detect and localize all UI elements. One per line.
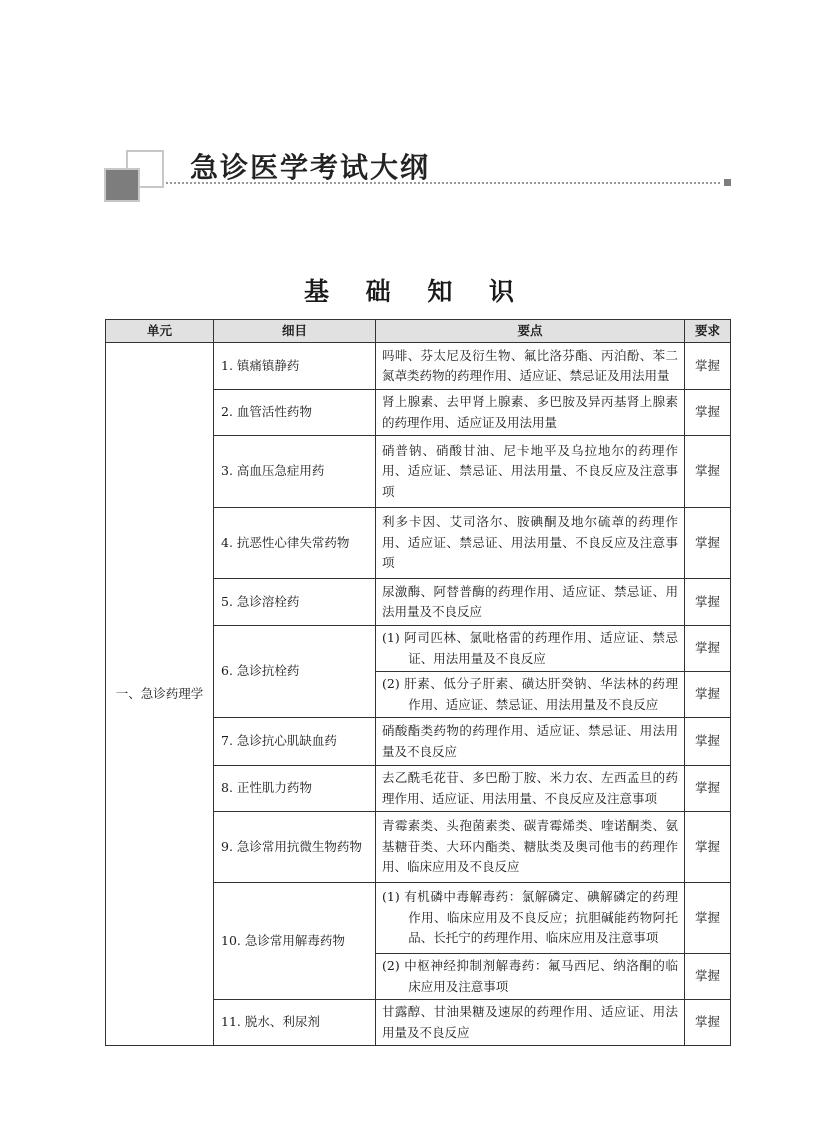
point-cell — [376, 626, 685, 672]
requirement-cell: 掌握 — [685, 508, 731, 579]
point-cell: 甘露醇、甘油果糖及速尿的药理作用、适应证、用法用量及不良反应 — [376, 1000, 685, 1046]
requirement-cell: 掌握 — [685, 1000, 731, 1046]
point-cell — [376, 883, 685, 954]
requirement-cell: 掌握 — [685, 343, 731, 390]
item-cell: 1. 镇痛镇静药 — [214, 343, 376, 390]
item-cell: 6. 急诊抗栓药 — [214, 626, 376, 718]
point-cell — [376, 672, 685, 718]
requirement-cell: 掌握 — [685, 766, 731, 812]
point-subitem: (2) 中枢神经抑制剂解毒药：氟马西尼、纳洛酮的临床应用及注意事项 — [382, 958, 678, 994]
item-cell: 8. 正性肌力药物 — [214, 766, 376, 812]
table-row — [106, 343, 731, 390]
requirement-cell: 掌握 — [685, 436, 731, 508]
document-title: 急诊医学考试大纲 — [190, 151, 431, 184]
point-cell — [376, 954, 685, 1000]
item-cell: 9. 急诊常用抗微生物药物 — [214, 812, 376, 883]
item-cell: 11. 脱水、利尿剂 — [214, 1000, 376, 1046]
item-cell: 3. 高血压急症用药 — [214, 436, 376, 508]
point-cell: 利多卡因、艾司洛尔、胺碘酮及地尔硫䓬的药理作用、适应证、禁忌证、用法用量、不良反应及注意事项 — [376, 508, 685, 579]
column-header-item: 细目 — [214, 320, 376, 343]
requirement-cell: 掌握 — [685, 812, 731, 883]
item-cell: 4. 抗恶性心律失常药物 — [214, 508, 376, 579]
requirement-cell: 掌握 — [685, 579, 731, 626]
point-subitem: (2) 肝素、低分子肝素、磺达肝癸钠、华法林的药理作用、适应证、禁忌证、用法用量及不良反应 — [382, 676, 678, 712]
dotted-divider — [166, 182, 720, 184]
column-header-point: 要点 — [376, 320, 685, 343]
point-cell: 去乙酰毛花苷、多巴酚丁胺、米力农、左西孟旦的药理作用、适应证、用法用量、不良反应及注意事项 — [376, 766, 685, 812]
syllabus-table — [105, 319, 731, 1046]
table-header-row — [106, 320, 731, 343]
unit-cell: 一、急诊药理学 — [106, 343, 214, 1046]
requirement-cell: 掌握 — [685, 883, 731, 954]
requirement-cell: 掌握 — [685, 626, 731, 672]
requirement-cell: 掌握 — [685, 718, 731, 766]
requirement-cell: 掌握 — [685, 672, 731, 718]
point-subitem: (1) 阿司匹林、氯吡格雷的药理作用、适应证、禁忌证、用法用量及不良反应 — [382, 630, 678, 666]
item-cell: 7. 急诊抗心肌缺血药 — [214, 718, 376, 766]
item-cell: 5. 急诊溶栓药 — [214, 579, 376, 626]
column-header-unit: 单元 — [106, 320, 214, 343]
chapter-header — [104, 148, 736, 204]
item-cell: 10. 急诊常用解毒药物 — [214, 883, 376, 1000]
point-cell: 肾上腺素、去甲肾上腺素、多巴胺及异丙基肾上腺素的药理作用、适应证及用法用量 — [376, 390, 685, 436]
point-cell: 尿激酶、阿替普酶的药理作用、适应证、禁忌证、用法用量及不良反应 — [376, 579, 685, 626]
point-subitem: (1) 有机磷中毒解毒药：氯解磷定、碘解磷定的药理作用、临床应用及不良反应；抗胆碱能药物阿托品、长托宁的药理作用、临床应用及注意事项 — [382, 889, 678, 946]
divider-end-marker — [724, 179, 731, 186]
requirement-cell: 掌握 — [685, 390, 731, 436]
point-cell: 硝普钠、硝酸甘油、尼卡地平及乌拉地尔的药理作用、适应证、禁忌证、用法用量、不良反应及注意事项 — [376, 436, 685, 508]
decorative-square-filled — [104, 168, 140, 202]
item-cell: 2. 血管活性药物 — [214, 390, 376, 436]
section-title: 基 础 知 识 — [303, 277, 529, 306]
column-header-requirement: 要求 — [685, 320, 731, 343]
point-cell: 青霉素类、头孢菌素类、碳青霉烯类、喹诺酮类、氨基糖苷类、大环内酯类、糖肽类及奥司他韦的药理作用、临床应用及不良反应 — [376, 812, 685, 883]
requirement-cell: 掌握 — [685, 954, 731, 1000]
point-cell: 吗啡、芬太尼及衍生物、氟比洛芬酯、丙泊酚、苯二氮䓬类药物的药理作用、适应证、禁忌证及用法用量 — [376, 343, 685, 390]
point-cell: 硝酸酯类药物的药理作用、适应证、禁忌证、用法用量及不良反应 — [376, 718, 685, 766]
